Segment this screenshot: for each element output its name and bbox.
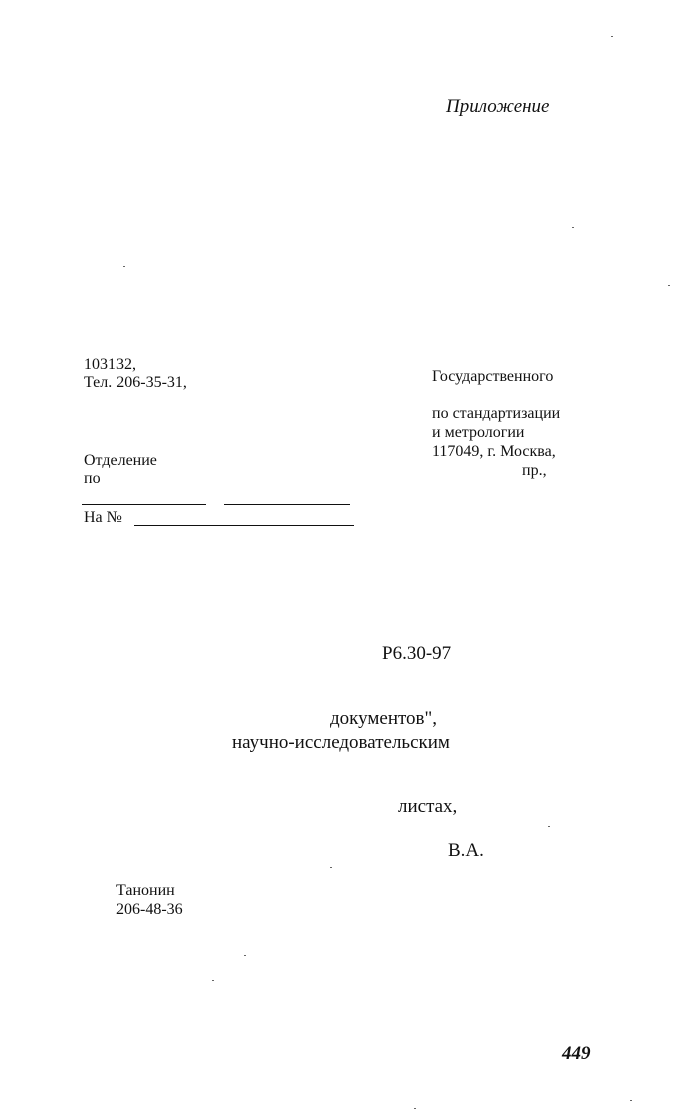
scan-speck <box>123 266 125 267</box>
scan-speck <box>611 36 613 37</box>
scan-speck <box>414 1108 416 1109</box>
recipient-line-5: пр., <box>522 462 547 479</box>
executor-name: Танонин <box>116 882 175 899</box>
signature-initials: В.А. <box>448 840 484 861</box>
scan-speck <box>548 826 550 827</box>
scan-speck <box>212 980 214 981</box>
scan-speck <box>668 285 670 286</box>
recipient-line-1: Государственного <box>432 368 554 385</box>
sender-postcode: 103132, <box>84 356 136 373</box>
body-line-2: научно-исследовательским <box>232 732 450 753</box>
body-line-1: документов", <box>330 708 438 729</box>
scan-speck <box>572 227 574 228</box>
page-header-title: Приложение <box>446 96 550 117</box>
sender-department: Отделение <box>84 452 157 469</box>
executor-phone: 206-48-36 <box>116 901 183 918</box>
body-line-3: листах, <box>398 796 458 817</box>
document-code: Р6.30-97 <box>382 643 452 664</box>
recipient-line-2: по стандартизации <box>432 405 561 422</box>
scan-speck <box>330 867 332 868</box>
scan-speck <box>630 1100 632 1101</box>
page-number: 449 <box>562 1043 591 1064</box>
scan-speck <box>244 955 246 956</box>
sender-phone: Тел. 206-35-31, <box>84 374 187 391</box>
reference-label: На № <box>84 509 122 526</box>
number-blank-line <box>224 504 350 505</box>
recipient-line-3: и метрологии <box>432 424 525 441</box>
reference-blank-line <box>134 525 354 526</box>
recipient-line-4: 117049, г. Москва, <box>432 443 556 460</box>
sender-department-line2: по <box>84 470 101 487</box>
date-blank-line <box>82 504 206 505</box>
